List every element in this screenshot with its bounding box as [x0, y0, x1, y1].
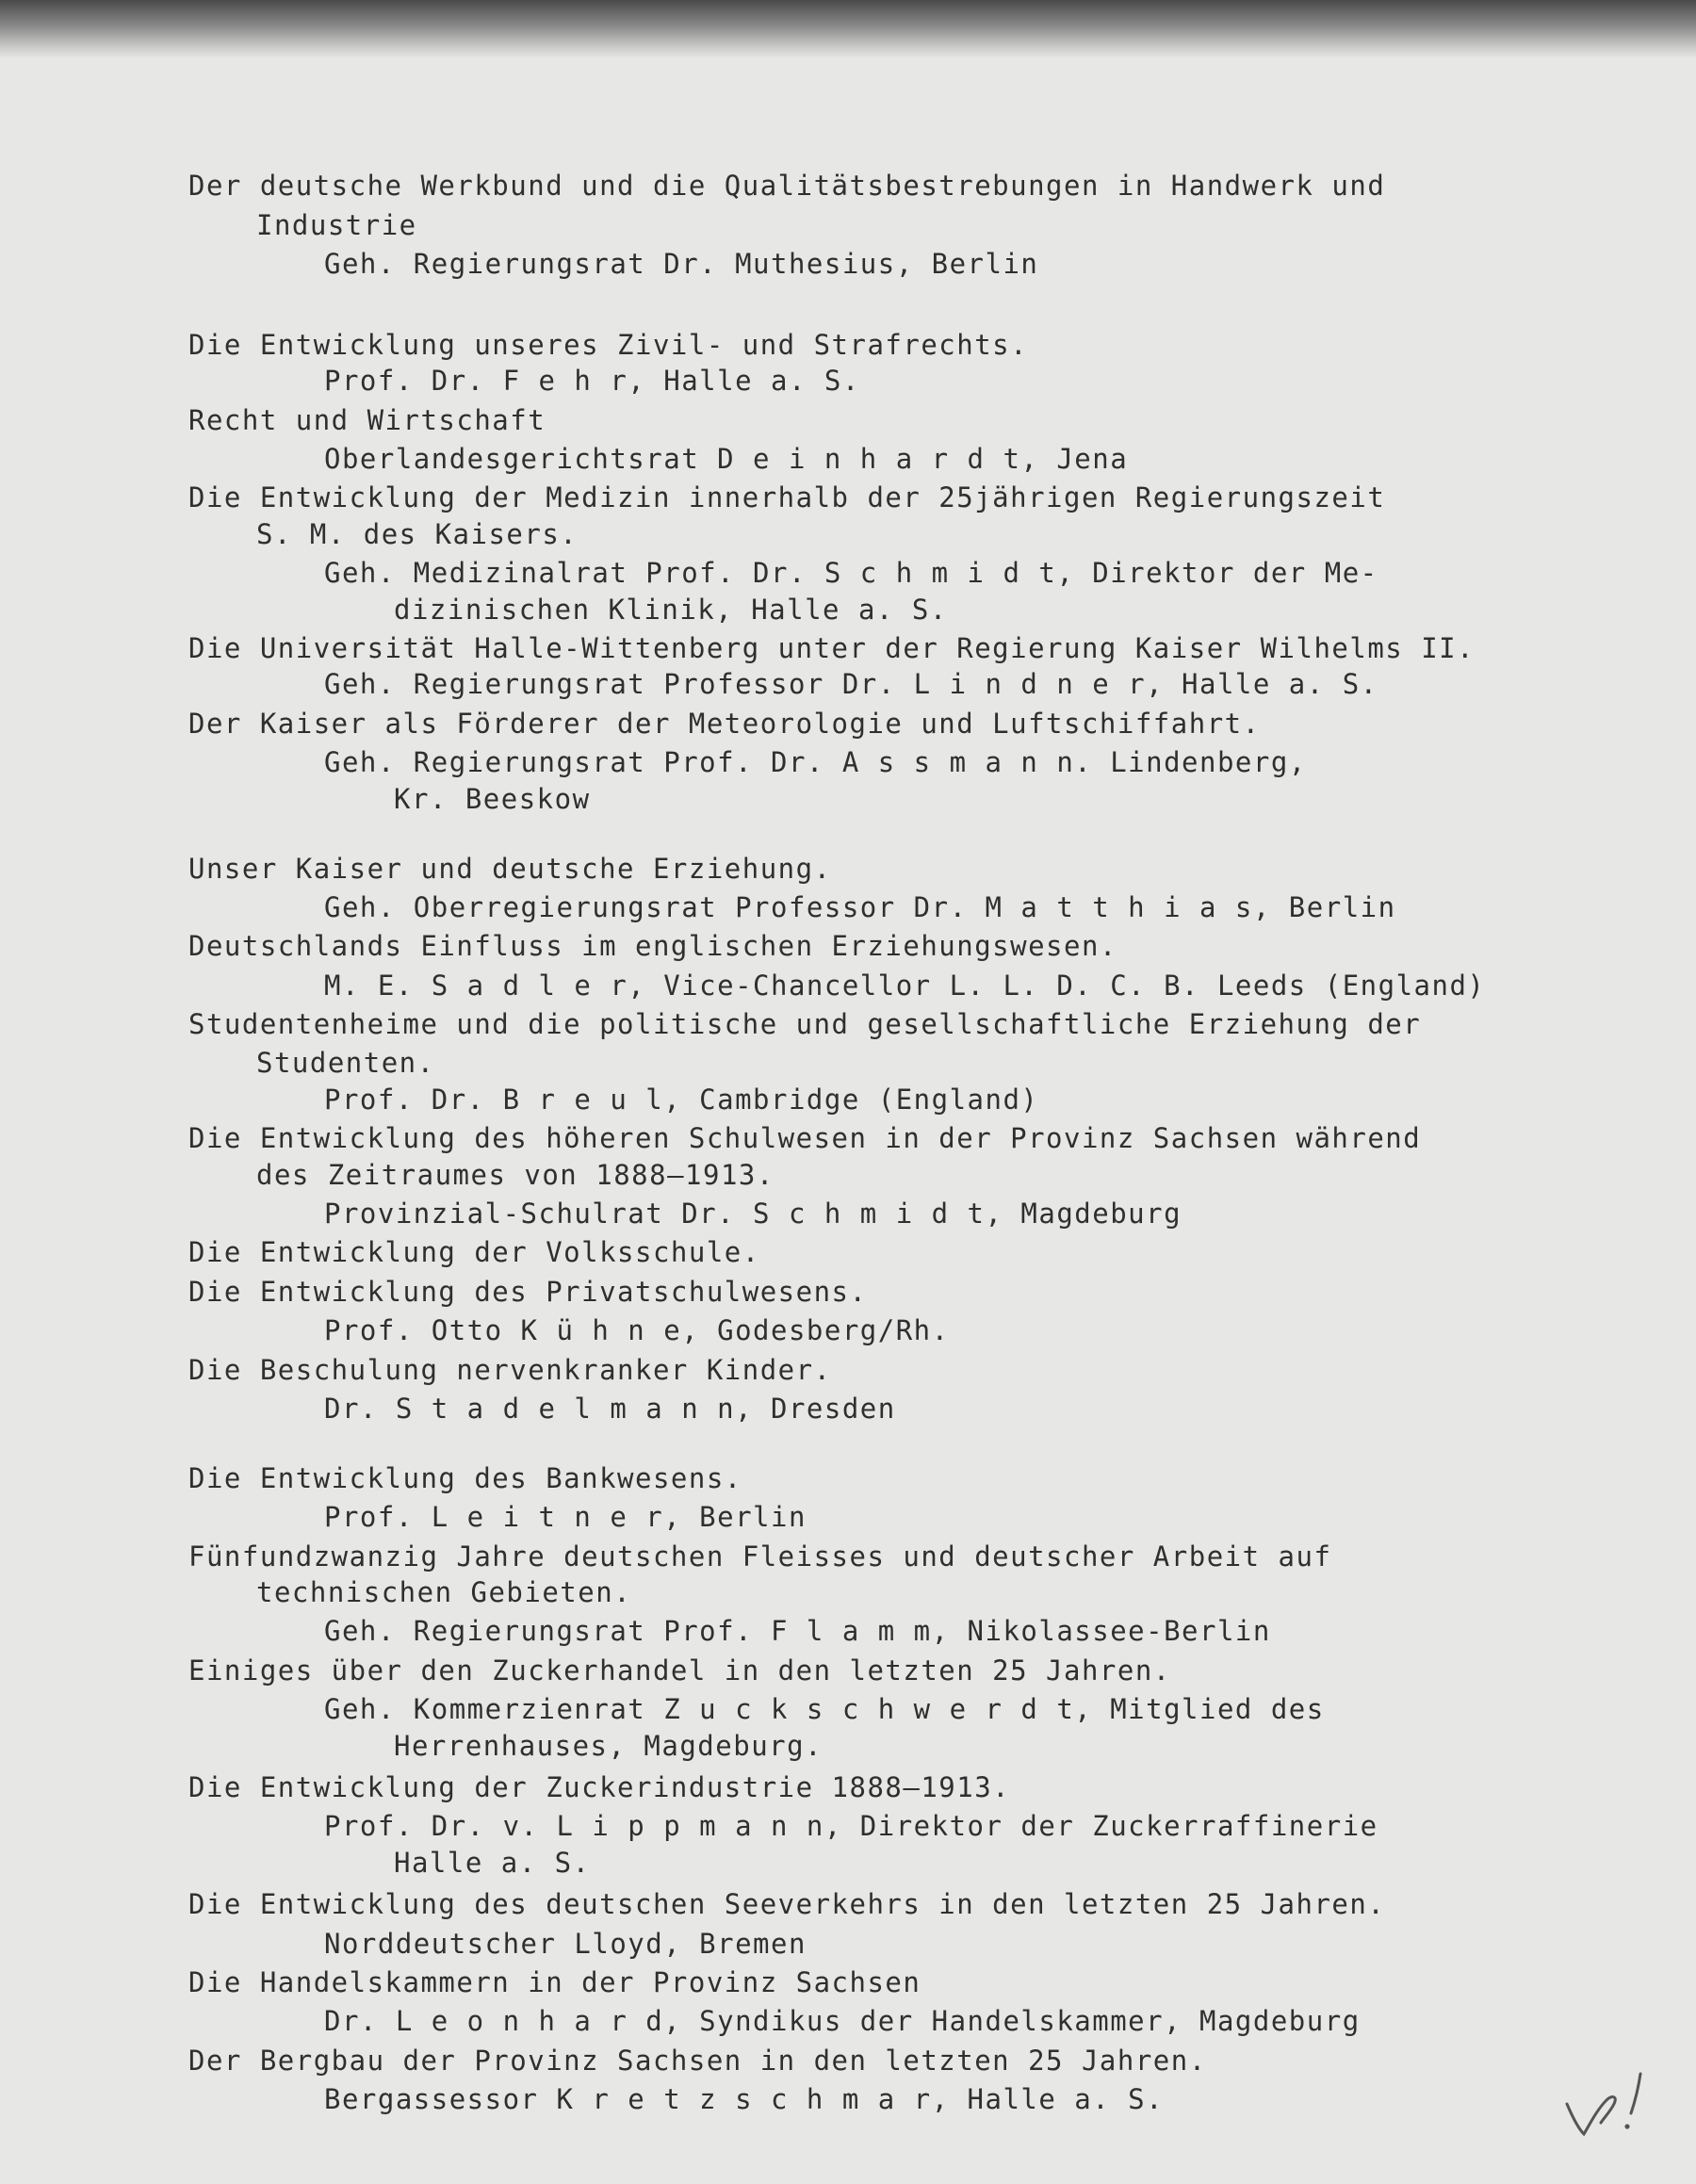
speaker-line: Kr. Beeskow: [394, 782, 591, 815]
lecture-title-line: Die Entwicklung unseres Zivil- und Strafrechts.: [188, 328, 1029, 361]
lecture-title-line: Deutschlands Einfluss im englischen Erziehungswesen.: [188, 930, 1117, 963]
speaker-line: Geh. Regierungsrat Professor Dr. L i n d n e r, Halle a. S.: [324, 668, 1378, 701]
speaker-line: Prof. Dr. v. L i p p m a n n, Direktor der Zuckerraffinerie: [324, 1810, 1378, 1843]
lecture-title-line: Der Kaiser als Förderer der Meteorologie und Luftschiffahrt.: [188, 707, 1261, 740]
speaker-line: Prof. L e i t n e r, Berlin: [324, 1501, 807, 1534]
speaker-line: Norddeutscher Lloyd, Bremen: [324, 1927, 807, 1960]
lecture-title-line: Fünfundzwanzig Jahre deutschen Fleisses und deutscher Arbeit auf: [188, 1540, 1332, 1573]
speaker-line: Geh. Regierungsrat Prof. Dr. A s s m a n n. Lindenberg,: [324, 746, 1307, 779]
speaker-line: Herrenhauses, Magdeburg.: [394, 1729, 824, 1762]
lecture-title-line: Die Entwicklung der Medizin innerhalb der 25jährigen Regierungszeit: [188, 481, 1386, 514]
speaker-line: Geh. Kommerzienrat Z u c k s c h w e r d t, Mitglied des: [324, 1693, 1325, 1726]
typed-page: [0, 58, 1696, 2184]
lecture-title-line: Die Entwicklung des Privatschulwesens.: [188, 1275, 868, 1308]
speaker-line: Geh. Regierungsrat Prof. F l a m m, Nikolassee-Berlin: [324, 1615, 1271, 1648]
speaker-line: Dr. L e o n h a r d, Syndikus der Handelskammer, Magdeburg: [324, 2005, 1361, 2038]
lecture-title-continuation: technischen Gebieten.: [256, 1576, 632, 1609]
speaker-line: Geh. Medizinalrat Prof. Dr. S c h m i d t, Direktor der Me-: [324, 557, 1378, 590]
lecture-title-line: Der Bergbau der Provinz Sachsen in den letzten 25 Jahren.: [188, 2044, 1207, 2077]
handwritten-mark: [1559, 2068, 1663, 2143]
lecture-title-line: Der deutsche Werkbund und die Qualitätsbestrebungen in Handwerk und: [188, 170, 1386, 203]
lecture-title-line: Die Entwicklung des deutschen Seeverkehrs in den letzten 25 Jahren.: [188, 1888, 1386, 1921]
speaker-line: Prof. Otto K ü h n e, Godesberg/Rh.: [324, 1314, 950, 1347]
lecture-title-line: Recht und Wirtschaft: [188, 403, 546, 436]
speaker-line: Oberlandesgerichtsrat D e i n h a r d t, Jena: [324, 443, 1129, 475]
lecture-title-line: Die Entwicklung des höheren Schulwesen in der Provinz Sachsen während: [188, 1122, 1422, 1155]
lecture-title-line: Die Handelskammern in der Provinz Sachsen: [188, 1965, 921, 1998]
speaker-line: Geh. Regierungsrat Dr. Muthesius, Berlin: [324, 248, 1039, 281]
speaker-line: Geh. Oberregierungsrat Professor Dr. M a t t h i a s, Berlin: [324, 890, 1396, 923]
speaker-line: Prof. Dr. F e h r, Halle a. S.: [324, 365, 860, 398]
speaker-line: Halle a. S.: [394, 1846, 591, 1879]
lecture-title-line: Unser Kaiser und deutsche Erziehung.: [188, 852, 832, 885]
lecture-title-continuation: Studenten.: [256, 1047, 435, 1080]
scan-top-shadow: [0, 0, 1696, 58]
speaker-line: dizinischen Klinik, Halle a. S.: [394, 593, 948, 626]
speaker-line: M. E. S a d l e r, Vice-Chancellor L. L. D. C. B. Leeds (England): [324, 969, 1486, 1002]
lecture-title-line: Die Universität Halle-Wittenberg unter der Regierung Kaiser Wilhelms II.: [188, 632, 1476, 664]
lecture-title-line: Einiges über den Zuckerhandel in den letzten 25 Jahren.: [188, 1654, 1171, 1687]
lecture-title-line: Die Beschulung nervenkranker Kinder.: [188, 1353, 832, 1386]
lecture-title-line: Die Entwicklung der Zuckerindustrie 1888—1913.: [188, 1771, 1011, 1804]
lecture-title-continuation: Industrie: [256, 208, 417, 241]
speaker-line: Prof. Dr. B r e u l, Cambridge (England): [324, 1083, 1039, 1116]
lecture-title-continuation: des Zeitraumes von 1888—1913.: [256, 1158, 775, 1191]
speaker-line: Dr. S t a d e l m a n n, Dresden: [324, 1393, 896, 1425]
lecture-title-line: Die Entwicklung der Volksschule.: [188, 1236, 760, 1269]
lecture-title-line: Studentenheime und die politische und gesellschaftliche Erziehung der: [188, 1008, 1422, 1041]
speaker-line: Bergassessor K r e t z s c h m a r, Halle a. S.: [324, 2083, 1165, 2116]
lecture-title-line: Die Entwicklung des Bankwesens.: [188, 1461, 742, 1494]
lecture-title-continuation: S. M. des Kaisers.: [256, 517, 579, 550]
speaker-line: Provinzial-Schulrat Dr. S c h m i d t, Magdeburg: [324, 1198, 1182, 1231]
